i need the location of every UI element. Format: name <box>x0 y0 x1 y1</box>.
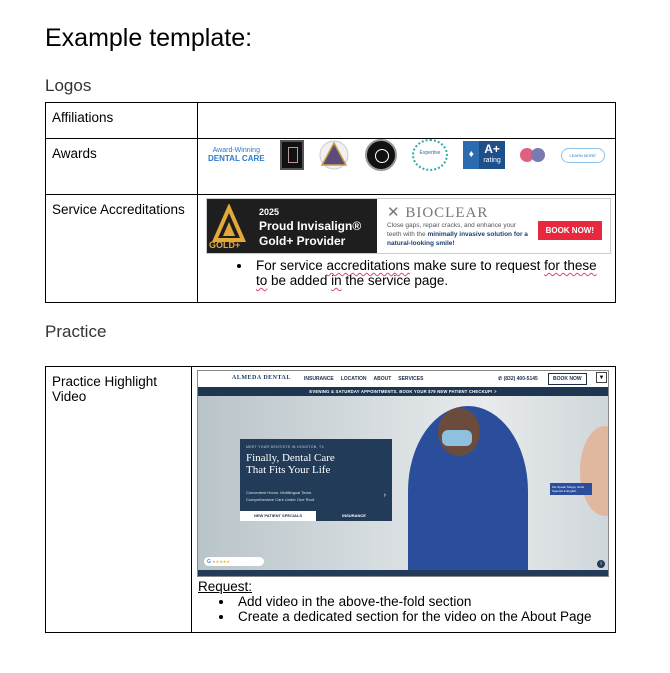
site-phone-number: (832) 400-5145 <box>503 376 538 382</box>
bbb-torch-icon: ♦ <box>463 141 479 169</box>
award-winning-badge <box>208 147 265 163</box>
section-heading-practice: Practice <box>45 322 107 341</box>
note-text: the service page. <box>341 273 449 288</box>
circles-pair <box>520 148 545 162</box>
hero-subtext-line2: Comprehensive Care Under One Roof. <box>246 497 316 502</box>
site-footer-bar <box>198 570 608 576</box>
site-phone[interactable] <box>498 376 538 382</box>
invisalign-line1: Proud Invisalign® <box>259 219 362 233</box>
award-winning-line1: Award-Winning <box>212 147 260 154</box>
site-nav <box>198 371 608 387</box>
book-now-button[interactable]: BOOK NOW! <box>538 221 602 240</box>
learn-more-button[interactable]: LEARN MORE <box>561 148 605 163</box>
circle-purple <box>531 148 545 162</box>
bbb-grade-sub: rating <box>483 157 501 164</box>
bioclear-desc-text: Close gaps, repair cracks, and enhance your teeth with the <box>387 222 516 238</box>
circles-award-icon <box>520 148 545 162</box>
request-title: Request: <box>198 579 253 594</box>
nav-location[interactable]: LOCATION <box>340 376 367 382</box>
table-row <box>46 103 616 139</box>
affiliations-label: Affiliations <box>46 103 198 139</box>
seal-award-icon <box>365 139 397 171</box>
awards-value <box>198 139 616 195</box>
site-nav-links <box>304 376 423 382</box>
note-misspelled-word: accreditations <box>326 258 410 273</box>
dentist-mask <box>442 430 472 446</box>
awards-logos <box>198 139 615 171</box>
phone-icon: ✆ <box>498 376 503 382</box>
site-hero-video[interactable] <box>198 396 609 572</box>
logos-table <box>45 102 616 303</box>
site-promo-banner[interactable]: EVENING & SATURDAY APPOINTMENTS. BOOK YOUR $79 NEW PATIENT CHECKUP! > <box>198 387 608 396</box>
hero-headline-line2: That Fits Your Life <box>246 464 331 476</box>
invisalign-tier: GOLD+ <box>209 240 241 250</box>
google-rating-badge[interactable] <box>204 557 264 566</box>
hero-subtext <box>246 489 315 503</box>
note-misspelled-word: for these to <box>256 258 597 288</box>
list-item <box>252 258 609 288</box>
patient-figure <box>580 426 609 516</box>
expertise-award-badge: Expertise <box>412 139 448 171</box>
google-icon: G <box>207 559 211 565</box>
accreditation-banner <box>206 198 611 254</box>
service-accreditations-label: Service Accreditations <box>46 195 198 303</box>
practice-table <box>45 366 616 633</box>
table-row <box>46 195 616 303</box>
request-list <box>198 594 610 624</box>
website-preview <box>197 370 609 577</box>
hero-kicker: MEET YOUR DENTISTS IN HOUSTON, TX <box>246 445 325 449</box>
table-row <box>46 139 616 195</box>
insurance-button[interactable]: INSURANCE <box>316 511 392 521</box>
awards-label: Awards <box>46 139 198 195</box>
invisalign-line2: Gold+ Provider <box>259 234 346 248</box>
bbb-grade <box>479 144 505 166</box>
list-item: • Create a dedicated section for the video on the About Page <box>234 609 610 624</box>
bbb-grade-value: A+ <box>484 142 500 156</box>
info-icon[interactable]: i <box>597 560 605 568</box>
nav-services[interactable]: SERVICES <box>398 376 424 382</box>
invisalign-badge <box>207 199 377 253</box>
dropdown-chevron-icon[interactable]: ▼ <box>596 372 607 383</box>
list-item: • Add video in the above-the-fold section <box>234 594 610 609</box>
document-title: Example template: <box>45 24 253 52</box>
accreditation-notes <box>206 258 609 288</box>
invisalign-year: 2025 <box>259 207 280 217</box>
note-misspelled-word: in <box>331 273 342 288</box>
bioclear-ad <box>377 199 610 253</box>
bioclear-desc-bold: minimally invasive solution for a natural-looking smile! <box>387 231 528 247</box>
language-tag: We Speak Telugu, Hindi, Spanish & English <box>550 483 592 495</box>
practice-highlight-value <box>192 367 616 633</box>
hero-headline <box>246 452 335 476</box>
nav-insurance[interactable]: INSURANCE <box>304 376 334 382</box>
affiliations-value <box>198 103 616 139</box>
hero-subtext-line1: Convenient Hours. Multilingual Team. <box>246 490 313 495</box>
hero-headline-line1: Finally, Dental Care <box>246 452 335 464</box>
service-accreditations-value <box>198 195 616 303</box>
table-row <box>46 367 616 633</box>
hero-card <box>240 439 392 511</box>
bbb-rating-badge <box>463 141 505 169</box>
award-winning-line2: DENTAL CARE <box>208 154 265 163</box>
star-rating-icon: ★★★★★ <box>212 559 230 564</box>
note-text: make sure to request <box>409 258 545 273</box>
bioclear-logo-icon: ✕ <box>387 205 401 221</box>
bioclear-brand <box>387 203 488 222</box>
site-book-button[interactable]: BOOK NOW <box>548 373 587 385</box>
section-heading-logos: Logos <box>45 76 92 95</box>
chevron-right-icon[interactable]: › <box>383 492 386 499</box>
note-text: For service <box>256 258 327 273</box>
practice-highlight-label: Practice Highlight Video <box>46 367 192 633</box>
request-block <box>197 577 610 628</box>
nav-about[interactable]: ABOUT <box>373 376 392 382</box>
bioclear-brand-name: BIOCLEAR <box>405 205 489 221</box>
site-brand: ALMEDA DENTAL <box>232 375 291 381</box>
bioclear-description <box>387 221 532 248</box>
framed-award-icon <box>280 140 304 170</box>
triangle-award-icon <box>319 140 349 170</box>
new-patient-specials-button[interactable]: NEW PATIENT SPECIALS <box>240 511 316 521</box>
note-text: be added <box>267 273 332 288</box>
